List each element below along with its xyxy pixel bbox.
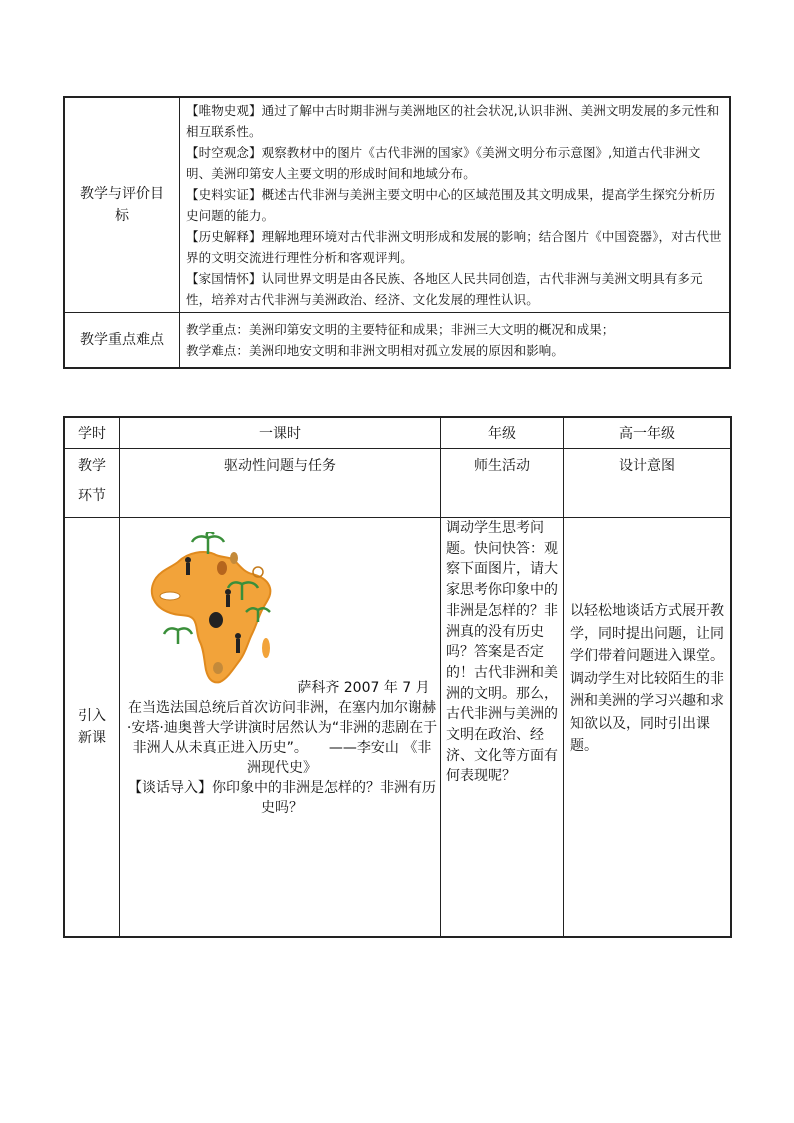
header-row xyxy=(64,417,731,449)
activity-cell xyxy=(441,518,564,938)
objective-interpretation: 【历史解释】理解地理环境对古代非洲文明形成和发展的影响；结合图片《中国瓷器》，对古代世界的文明交流进行理性分析和客观评判。 xyxy=(186,229,722,265)
objectives-row xyxy=(64,97,730,313)
activity-label: 师生活动 xyxy=(441,449,564,518)
drive-text-quote: 在当选法国总统后首次访问非洲，在塞内加尔谢赫·安塔·迪奥普大学讲演时居然认为“非洲的悲剧在于非洲人从未真正进入历史”。 ——李安山 《非洲现代史》 xyxy=(126,700,438,776)
intent-label: 设计意图 xyxy=(564,449,732,518)
activity-text: 调动学生思考问题。快问快答：观察下面图片，请大家思考你印象中的非洲是怎样的？非洲真的没有历史吗？答案是否定的！古代非洲和美洲的文明。那么，古代非洲与美洲的文明在政治、经济、文化等方面有何表现呢？ xyxy=(446,520,558,785)
subheader-row xyxy=(64,449,731,518)
madagascar-shape xyxy=(262,638,270,658)
key-points-label: 教学重点难点 xyxy=(80,332,164,348)
drive-cell xyxy=(120,518,441,938)
intro-stage-cell xyxy=(64,518,120,938)
grade-label: 年级 xyxy=(441,417,564,449)
intro-stage: 引入新课 xyxy=(78,708,106,746)
period-value: 一课时 xyxy=(120,417,441,449)
grade-value: 高一年级 xyxy=(564,417,732,449)
drive-text-talk: 【谈话导入】你印象中的非洲是怎样的？非洲有历史吗？ xyxy=(128,780,436,816)
objective-patriotism: 【家国情怀】认同世界文明是由各民族、各地区人民共同创造，古代非洲与美洲文明具有多元性，培养对古代非洲与美洲政治、经济、文化发展的理性认识。 xyxy=(186,271,703,307)
drive-text-line1: 萨科齐 2007 年 7 月 xyxy=(297,680,430,696)
key-point-focus: 教学重点：美洲印第安文明的主要特征和成果；非洲三大文明的概况和成果； xyxy=(186,322,615,337)
objective-time-space: 【时空观念】观察教材中的图片《古代非洲的国家》《美洲文明分布示意图》,知道古代非洲文明、美洲印第安人主要文明的形成时间和地域分布。 xyxy=(186,145,701,181)
key-point-difficulty: 教学难点：美洲印地安文明和非洲文明相对孤立发展的原因和影响。 xyxy=(186,343,565,358)
africa-map-illustration xyxy=(148,532,276,686)
period-label: 学时 xyxy=(64,417,120,449)
key-points-content-cell xyxy=(180,313,731,369)
stage-label-cell xyxy=(64,449,120,518)
task-label: 驱动性问题与任务 xyxy=(120,449,441,518)
intro-row xyxy=(64,518,731,938)
objectives-table xyxy=(63,96,731,369)
stage-label: 教学环节 xyxy=(78,458,106,504)
objectives-label-cell xyxy=(64,97,180,313)
key-points-label-cell xyxy=(64,313,180,369)
objective-materialism: 【唯物史观】通过了解中古时期非洲与美洲地区的社会状况,认识非洲、美洲文明发展的多元性和相互联系性。 xyxy=(186,103,720,139)
intent-text: 以轻松地谈话方式展开教学，同时提出问题，让同学们带着问题进入课堂。调动学生对比较陌生的非洲和美洲的学习兴趣和求知欲以及，同时引出课题。 xyxy=(570,603,724,754)
objectives-label: 教学与评价目标 xyxy=(80,186,164,224)
lesson-process-table xyxy=(63,416,732,938)
objectives-content-cell xyxy=(180,97,731,313)
intent-cell xyxy=(564,518,732,938)
objective-evidence: 【史料实证】概述古代非洲与美洲主要文明中心的区域范围及其文明成果，提高学生探究分析历史问题的能力。 xyxy=(186,187,716,223)
key-points-row xyxy=(64,313,730,369)
drive-text xyxy=(126,678,438,818)
